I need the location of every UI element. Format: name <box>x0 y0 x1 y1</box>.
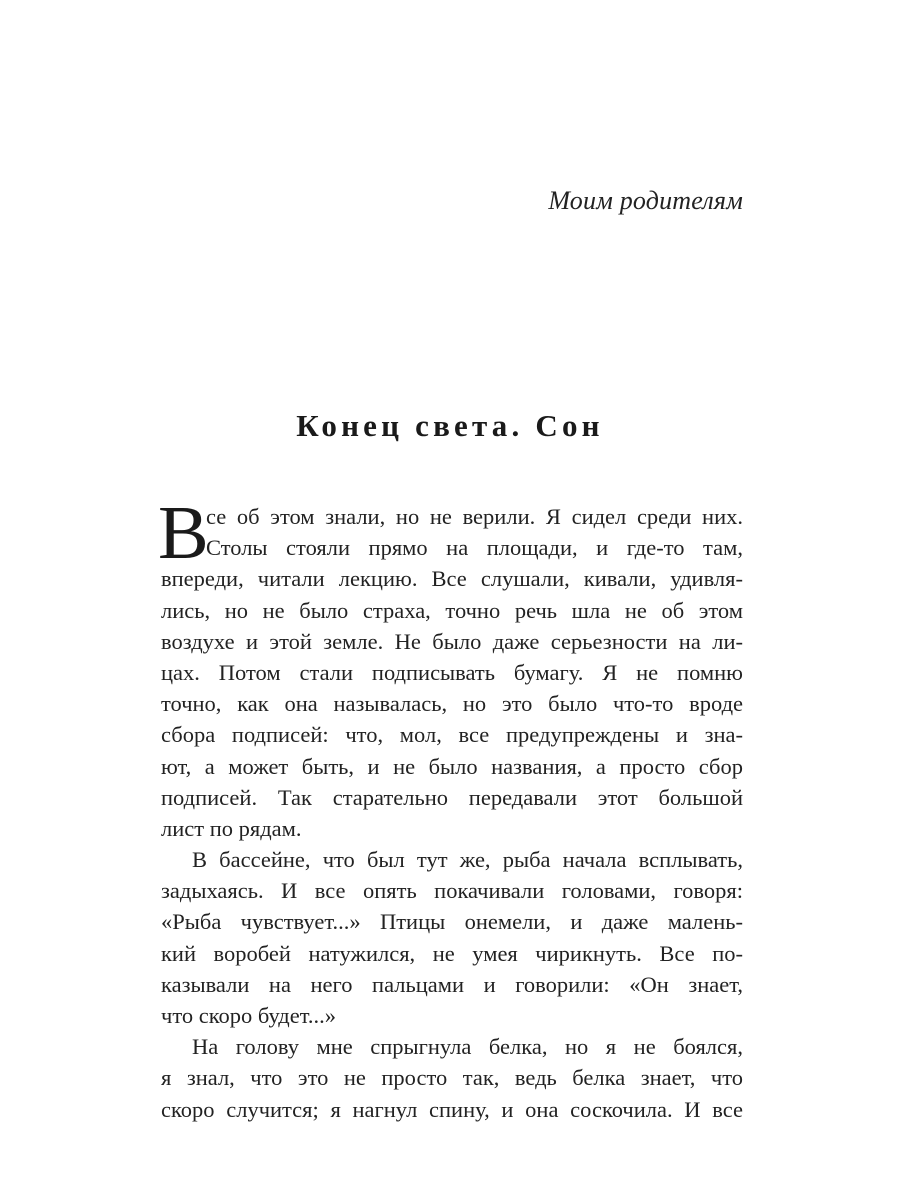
text-line: лись, но не было страха, точно речь шла не об этом <box>161 597 743 623</box>
paragraph-3 <box>161 1031 743 1125</box>
text-line: скоро случится; я нагнул спину, и она соскочила. И все <box>161 1096 743 1122</box>
text-line: ют, а может быть, и не было названия, а просто сбор <box>161 753 743 779</box>
text-line: лист по рядам. <box>161 815 302 841</box>
text-line: В бассейне, что был тут же, рыба начала всплывать, <box>192 847 743 873</box>
text-line: воздухе и этой земле. Не было даже серьезности на ли- <box>161 628 743 654</box>
text-line: цах. Потом стали подписывать бумагу. Я не помню <box>161 659 743 685</box>
text-line: се об этом знали, но не верили. Я сидел среди них. <box>206 504 743 529</box>
paragraph-2 <box>161 844 743 1031</box>
text-line: точно, как она называлась, но это было что-то вроде <box>161 691 743 717</box>
text-line: подписей. Так старательно передавали этот большой <box>161 784 743 810</box>
text-line: На голову мне спрыгнула белка, но я не боялся, <box>192 1034 743 1060</box>
text-line: задыхаясь. И все опять покачивали головами, говоря: <box>161 878 743 904</box>
text-line: я знал, что это не просто так, ведь белка знает, что <box>161 1065 743 1091</box>
text-line: сбора подписей: что, мол, все предупреждены и зна- <box>161 722 743 748</box>
chapter-title: Конец света. Сон <box>296 408 604 443</box>
text-line: что скоро будет...» <box>161 1003 337 1028</box>
text-line: кий воробей натужился, не умея чирикнуть. Все по- <box>161 940 743 966</box>
dedication: Моим родителям <box>548 186 743 215</box>
text-line: «Рыба чувствует...» Птицы онемели, и даже малень- <box>161 909 743 935</box>
text-line: казывали на него пальцами и говорили: «Он знает, <box>161 971 743 997</box>
chapter-body <box>158 491 743 1125</box>
drop-cap: В <box>158 491 209 575</box>
text-line: Столы стояли прямо на площади, и где-то там, <box>206 535 743 561</box>
paragraph-1 <box>161 501 743 844</box>
text-line: впереди, читали лекцию. Все слушали, кивали, удивля- <box>161 566 743 592</box>
